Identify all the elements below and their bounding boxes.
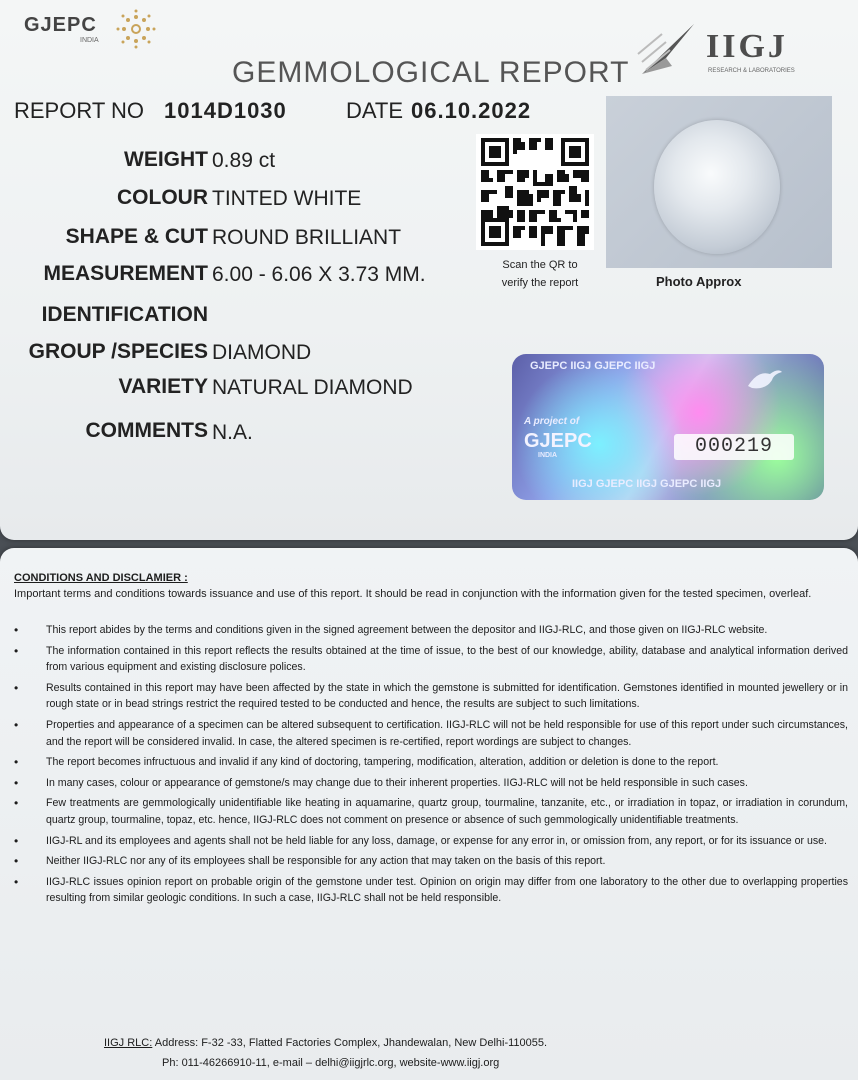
identification-label: IDENTIFICATION [41, 303, 208, 326]
list-item: • IIGJ-RLC issues opinion report on probable origin of the gemstone under test. Opinion on origin may differ from one laboratory to the other due to overlapping properties resulting from similar geologic conditions. In such a case, IIGJ-RLC shall not be held responsible. [14, 874, 848, 905]
weight-value: 0.89 ct [212, 149, 276, 172]
gjepc-logo [24, 14, 99, 44]
qr-caption [496, 256, 584, 292]
shape-cut-value: ROUND BRILLIANT [212, 226, 402, 249]
report-no-value: 1014D1030 [164, 98, 287, 123]
list-item: • The report becomes infructuous and invalid if any kind of doctoring, tampering, modification, alteration, addition or deletion is done to the report. [14, 755, 719, 770]
hologram-serial: 000219 [674, 434, 794, 460]
report-no-label: REPORT NO [14, 98, 144, 123]
iigj-logo-text: IIGJ [706, 28, 788, 65]
list-item: • In many cases, colour or appearance of gemstone/s may change due to their inherent properties. IIGJ-RLC will not be held responsible in such cases. [14, 775, 748, 790]
list-item: • Properties and appearance of a specimen can be altered subsequent to certification. IIGJ-RLC will not be held responsible for use of this report under such circumstances, and the report will be considered invalid. In case, the altered specimen is re-certified, report wordings are subject to changes. [14, 717, 848, 748]
gjepc-logo-subtext: INDIA [80, 37, 99, 44]
bullet-icon: • [14, 755, 19, 770]
colour-label: COLOUR [117, 186, 208, 209]
group-species-value: DIAMOND [212, 341, 312, 364]
iigj-tagline: RESEARCH & LABORATORIES [708, 68, 795, 74]
address-label: IIGJ RLC: [104, 1037, 153, 1049]
comments-label: COMMENTS [85, 419, 208, 442]
address-text: Address: F-32 -33, Flatted Factories Complex, Jhandewalan, New Delhi-110055. [154, 1037, 548, 1049]
lab-address-block [104, 1033, 547, 1073]
date-label: DATE [346, 98, 404, 123]
photo-caption: Photo Approx [656, 274, 742, 289]
contact-text: Ph: 011-46266910-11, e-mail – delhi@iigjrlc.org, website-www.iigj.org [162, 1057, 500, 1069]
list-item: • IIGJ-RL and its employees and agents shall not be held liable for any loss, damage, or expense for any error in, or omission from, any report, or for its issuance or use. [14, 833, 827, 848]
conditions-list [14, 622, 848, 911]
list-item: • Few treatments are gemmologically unidentifiable like heating in aquamarine, quartz group, tourmaline, tanzanite, etc., or irradiation in topaz, or irradiation in corundum, quartz group, tourmaline, topaz, etc. hence, IIGJ-RLC does not comment on presence or absence of such gemmologically unidentifiable treatments. [14, 796, 848, 826]
weight-label: WEIGHT [124, 148, 208, 171]
bullet-icon: • [14, 833, 19, 848]
bullet-icon: • [14, 680, 19, 695]
comments-value: N.A. [212, 421, 253, 444]
conditions-heading: CONDITIONS AND DISCLAMIER : [14, 572, 188, 584]
variety-value: NATURAL DIAMOND [212, 376, 413, 399]
hologram-project-of: A project of [524, 416, 580, 427]
list-item: • The information contained in this report reflects the results obtained at the time of issue, to the best of our knowledge, ability, database and analytical information derived from various equipment and existing disclosure polices. [14, 643, 848, 674]
shape-cut-label: SHAPE & CUT [65, 225, 208, 248]
measurement-value: 6.00 - 6.06 X 3.73 MM. [212, 263, 426, 286]
gjepc-sunburst-icon [104, 6, 180, 52]
gemstone-photo [606, 96, 832, 268]
list-item: • Results contained in this report may have been affected by the state in which the gemstone is submitted for identification. Gemstones identified in mounted jewellery or in rough state or in bead strings restrict the required tested to be conducted and hence, the results are subject to such limitations. [14, 680, 848, 711]
bullet-icon: • [14, 643, 19, 658]
hologram-brand-sub: INDIA [538, 452, 558, 459]
hologram-brand: GJEPC [524, 430, 592, 452]
bullet-icon: • [14, 623, 19, 637]
list-item: • Neither IIGJ-RLC nor any of its employees shall be responsible for any action that may taken on the basis of this report. [14, 854, 606, 869]
qr-caption-line1: Scan the QR to [502, 259, 578, 271]
hologram-bottom-text: IIGJ GJEPC IIGJ GJEPC IIGJ [572, 478, 722, 490]
measurement-label: MEASUREMENT [43, 262, 208, 285]
variety-label: VARIETY [118, 375, 208, 398]
verification-qr-code[interactable] [476, 134, 594, 250]
report-back-card [0, 548, 858, 1080]
diamond-image [654, 120, 780, 254]
date-value: 06.10.2022 [411, 98, 532, 123]
iigj-logo [632, 14, 832, 94]
conditions-intro: Important terms and conditions towards issuance and use of this report. It should be read in conjunction with the information given for the tested specimen, overleaf. [14, 588, 812, 600]
bullet-icon: • [14, 796, 19, 811]
security-hologram [512, 354, 824, 500]
bullet-icon: • [14, 717, 19, 732]
gjepc-logo-text: GJEPC [24, 14, 97, 36]
dove-icon [744, 364, 784, 394]
bullet-icon: • [14, 874, 19, 889]
list-item: • This report abides by the terms and conditions given in the signed agreement between the depositor and IIGJ-RLC, and those given on IIGJ-RLC website. [14, 623, 768, 637]
iigj-emblem-icon [632, 14, 706, 84]
bullet-icon: • [14, 775, 19, 790]
colour-value: TINTED WHITE [212, 187, 362, 210]
hologram-top-text: GJEPC IIGJ GJEPC IIGJ [530, 360, 656, 372]
report-title: GEMMOLOGICAL REPORT [232, 56, 630, 89]
group-species-label: GROUP /SPECIES [28, 340, 208, 363]
bullet-icon: • [14, 854, 19, 869]
qr-caption-line2: verify the report [501, 277, 579, 289]
